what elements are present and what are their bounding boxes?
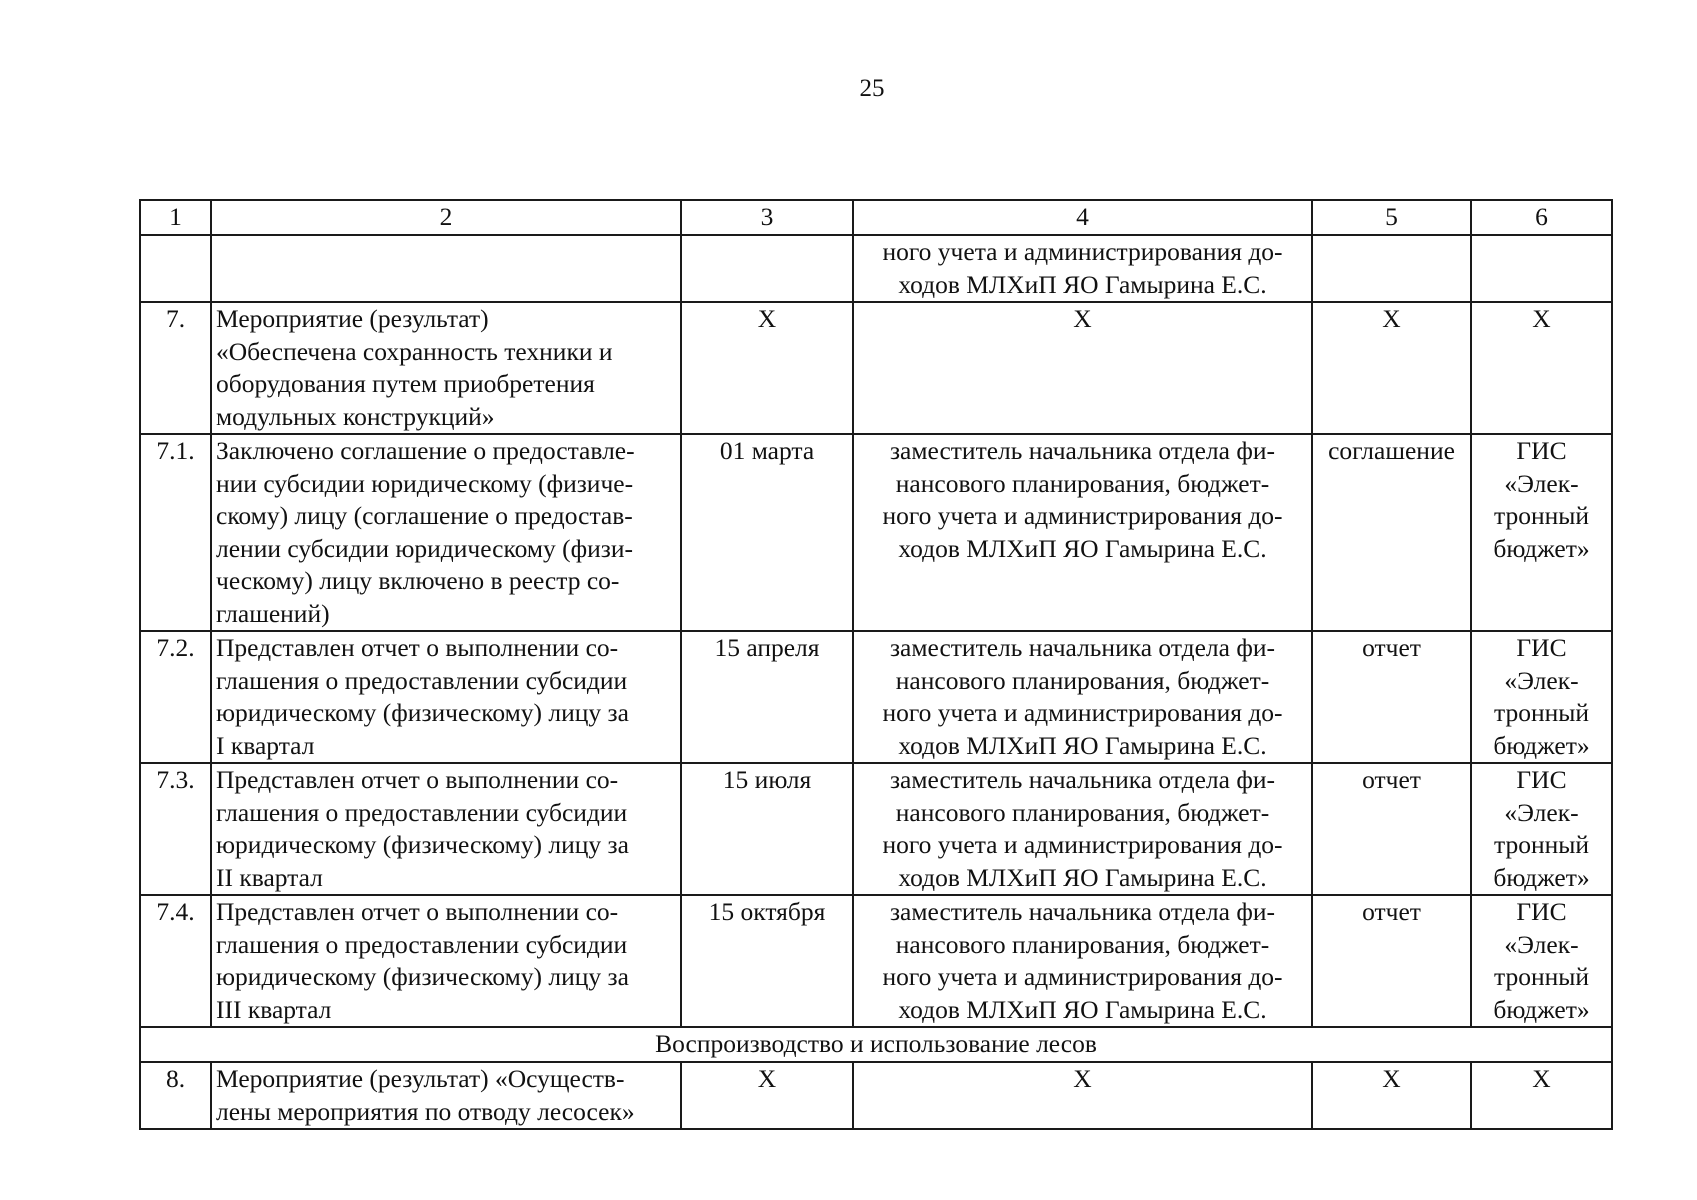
column-header-4: 4 [853,200,1312,235]
cell-description [211,235,681,302]
text-line: Представлен отчет о выполнении со- [216,765,619,794]
cell-deadline [681,235,853,302]
text-line: тронный [1493,698,1590,727]
text-line: нансового планирования, бюджет- [895,929,1270,959]
cell-num: 7.2. [140,631,211,763]
text-line: «Обеспечена сохранность техники и [216,336,613,366]
text-line: ного учета и администрирования до- [882,237,1283,266]
text-line: нансового планирования, бюджет- [895,665,1270,695]
text-line: глашений) [216,598,330,628]
text-line: ходов МЛХиП ЯО Гамырина Е.С. [898,730,1267,760]
text-line: нансового планирования, бюджет- [895,468,1270,498]
column-header-6: 6 [1471,200,1612,235]
text-line: ного учета и администрирования до- [882,501,1283,530]
text-line: глашения о предоставлении субсидии [216,665,628,695]
cell-num: 7.1. [140,434,211,631]
text-line: ного учета и администрирования до- [882,962,1283,991]
text-line: ходов МЛХиП ЯО Гамырина Е.С. [898,269,1267,299]
table-row-7 [140,302,1612,434]
text-line: юридическому (физическому) лицу за [216,962,629,991]
text-line: II квартал [216,862,323,892]
cell-responsible [853,763,1312,895]
text-line: Мероприятие (результат) «Осуществ- [216,1064,625,1093]
text-line: I квартал [216,730,315,760]
section-row [140,1027,1612,1062]
cell-document: X [1312,302,1471,434]
column-header-1: 1 [140,200,211,235]
cell-system: X [1471,302,1612,434]
table-row-7-3 [140,763,1612,895]
page-number: 25 [859,75,885,102]
text-line: глашения о предоставлении субсидии [216,929,628,959]
table-row-7-4 [140,895,1612,1027]
cell-responsible: X [853,302,1312,434]
text-line: III квартал [216,994,332,1024]
cell-description [211,1062,681,1129]
cell-document [1312,235,1471,302]
text-line: ходов МЛХиП ЯО Гамырина Е.С. [898,994,1267,1024]
text-line: заместитель начальника отдела фи- [889,633,1276,662]
cell-responsible: X [853,1062,1312,1129]
text-line: модульных конструкций» [216,401,495,431]
cell-responsible [853,895,1312,1027]
text-line: ного учета и администрирования до- [882,698,1283,727]
text-line: «Элек- [1504,665,1579,695]
text-line: тронный [1493,830,1590,859]
text-line: скому) лицу (соглашение о предостав- [216,501,633,530]
text-line: «Элек- [1504,797,1579,827]
table-row-7-1 [140,434,1612,631]
column-header-5: 5 [1312,200,1471,235]
text-line: бюджет» [1493,994,1590,1024]
table-row-continuation [140,235,1612,302]
text-line: Мероприятие (результат) [216,304,489,333]
text-line: ного учета и администрирования до- [882,830,1283,859]
cell-system: X [1471,1062,1612,1129]
text-line: заместитель начальника отдела фи- [889,765,1276,794]
text-line: глашения о предоставлении субсидии [216,797,628,827]
text-line: ческому) лицу включено в реестр со- [216,566,620,595]
text-line: «Элек- [1504,929,1579,959]
cell-system [1471,235,1612,302]
cell-deadline: X [681,1062,853,1129]
text-line: бюджет» [1493,533,1590,563]
text-line: Представлен отчет о выполнении со- [216,633,619,662]
cell-document: отчет [1312,763,1471,895]
text-line: тронный [1493,501,1590,530]
table-header-row [140,200,1612,235]
text-line: заместитель начальника отдела фи- [889,897,1276,926]
text-line: юридическому (физическому) лицу за [216,698,629,727]
text-line: лены мероприятия по отводу лесосек» [216,1096,635,1126]
cell-description [211,302,681,434]
cell-system [1471,631,1612,763]
table-row-7-2 [140,631,1612,763]
cell-num: 7.4. [140,895,211,1027]
text-line: нии субсидии юридическому (физиче- [216,468,634,498]
cell-deadline: 15 октября [681,895,853,1027]
text-line: ходов МЛХиП ЯО Гамырина Е.С. [898,862,1267,892]
cell-num: 7. [140,302,211,434]
text-line: ГИС [1516,897,1567,926]
text-line: тронный [1493,962,1590,991]
text-line: ГИС [1516,765,1567,794]
column-header-2: 2 [211,200,681,235]
cell-responsible [853,631,1312,763]
text-line: Представлен отчет о выполнении со- [216,897,619,926]
cell-num: 8. [140,1062,211,1129]
text-line: бюджет» [1493,730,1590,760]
text-line: «Элек- [1504,468,1579,498]
text-line: бюджет» [1493,862,1590,892]
cell-description [211,763,681,895]
text-line: заместитель начальника отдела фи- [889,436,1276,465]
cell-system [1471,434,1612,631]
text-line: нансового планирования, бюджет- [895,797,1270,827]
cell-system [1471,763,1612,895]
cell-num: 7.3. [140,763,211,895]
cell-deadline: 01 марта [681,434,853,631]
cell-deadline: X [681,302,853,434]
text-line: лении субсидии юридическому (физи- [216,533,633,563]
text-line: Заключено соглашение о предоставле- [216,436,635,465]
cell-document: соглашение [1312,434,1471,631]
section-title: Воспроизводство и использование лесов [140,1027,1612,1062]
cell-description [211,895,681,1027]
cell-description [211,434,681,631]
text-line: ходов МЛХиП ЯО Гамырина Е.С. [898,533,1267,563]
text-line: юридическому (физическому) лицу за [216,830,629,859]
cell-description [211,631,681,763]
text-line: оборудования путем приобретения [216,369,595,398]
plan-table [139,199,1613,1130]
cell-deadline: 15 июля [681,763,853,895]
cell-system [1471,895,1612,1027]
cell-document: отчет [1312,895,1471,1027]
cell-document: отчет [1312,631,1471,763]
cell-deadline: 15 апреля [681,631,853,763]
text-line: ГИС [1516,633,1567,662]
cell-document: X [1312,1062,1471,1129]
cell-responsible [853,235,1312,302]
cell-responsible [853,434,1312,631]
table-row-8 [140,1062,1612,1129]
text-line: ГИС [1516,436,1567,465]
column-header-3: 3 [681,200,853,235]
cell-num [140,235,211,302]
